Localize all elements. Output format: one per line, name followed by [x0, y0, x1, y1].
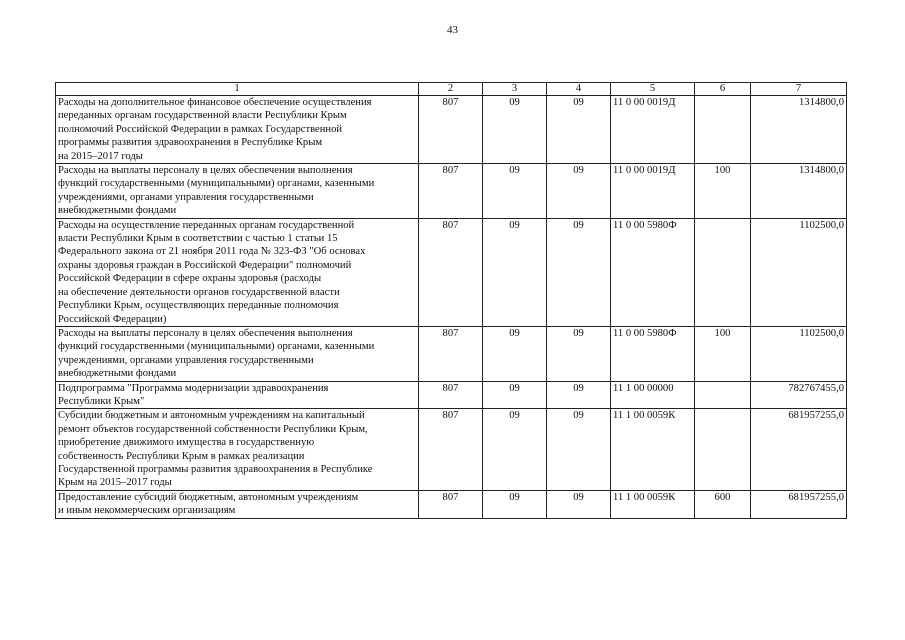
table-row	[56, 490, 847, 518]
subsection-code: 09	[547, 490, 611, 518]
expense-type-code: 100	[695, 326, 751, 381]
table-row	[56, 326, 847, 381]
subsection-code: 09	[547, 409, 611, 490]
expense-name: Предоставление субсидий бюджетным, автономным учреждениям и иным некоммерческим организациям	[56, 490, 419, 518]
amount: 782767455,0	[751, 381, 847, 409]
ministry-code: 807	[419, 326, 483, 381]
target-article-code: 11 0 00 0019Д	[611, 96, 695, 164]
ministry-code: 807	[419, 409, 483, 490]
ministry-code: 807	[419, 164, 483, 219]
ministry-code: 807	[419, 218, 483, 326]
subsection-code: 09	[547, 218, 611, 326]
target-article-code: 11 0 00 0019Д	[611, 164, 695, 219]
ministry-code: 807	[419, 96, 483, 164]
table-row	[56, 409, 847, 490]
expense-name: Расходы на осуществление переданных органам государственной власти Республики Крым в соответствии с частью 1 статьи 15 Федерального закона от 21 ноября 2011 года № 323-ФЗ "Об основах охраны здоровья граждан в Российской Федерации" полномочий Российской Федерации в сфере охраны здоровья (расходы на обеспечение деятельности органов государственной власти Республики Крым, осуществляющих переданные полномочия Российской Федерации)	[56, 218, 419, 326]
header-cell-7: 7	[751, 83, 847, 96]
target-article-code: 11 1 00 0059К	[611, 409, 695, 490]
table-row	[56, 164, 847, 219]
amount: 681957255,0	[751, 490, 847, 518]
section-code: 09	[483, 326, 547, 381]
target-article-code: 11 0 00 5980Ф	[611, 218, 695, 326]
section-code: 09	[483, 490, 547, 518]
page-number: 43	[447, 24, 458, 36]
expense-type-code	[695, 96, 751, 164]
expense-type-code: 100	[695, 164, 751, 219]
header-cell-4: 4	[547, 83, 611, 96]
target-article-code: 11 0 00 5980Ф	[611, 326, 695, 381]
amount: 681957255,0	[751, 409, 847, 490]
amount: 1102500,0	[751, 326, 847, 381]
table-row	[56, 218, 847, 326]
subsection-code: 09	[547, 96, 611, 164]
header-cell-5: 5	[611, 83, 695, 96]
section-code: 09	[483, 381, 547, 409]
header-cell-3: 3	[483, 83, 547, 96]
expense-type-code	[695, 409, 751, 490]
target-article-code: 11 1 00 0059К	[611, 490, 695, 518]
subsection-code: 09	[547, 164, 611, 219]
section-code: 09	[483, 218, 547, 326]
ministry-code: 807	[419, 490, 483, 518]
expense-name: Расходы на выплаты персоналу в целях обеспечения выполнения функций государственными (муниципальными) органами, казенными учреждениями, органами управления государственными внебюджетными фондами	[56, 164, 419, 219]
budget-table	[55, 82, 847, 519]
table-row	[56, 381, 847, 409]
header-cell-6: 6	[695, 83, 751, 96]
ministry-code: 807	[419, 381, 483, 409]
subsection-code: 09	[547, 381, 611, 409]
section-code: 09	[483, 164, 547, 219]
expense-name: Расходы на выплаты персоналу в целях обеспечения выполнения функций государственными (муниципальными) органами, казенными учреждениями, органами управления государственными внебюджетными фондами	[56, 326, 419, 381]
expense-type-code	[695, 218, 751, 326]
target-article-code: 11 1 00 00000	[611, 381, 695, 409]
expense-name: Расходы на дополнительное финансовое обеспечение осуществления переданных органам государственной власти Республики Крым полномочий Российской Федерации в рамках Государственной программы развития здравоохранения в Республике Крым на 2015–2017 годы	[56, 96, 419, 164]
amount: 1314800,0	[751, 96, 847, 164]
expense-type-code	[695, 381, 751, 409]
amount: 1314800,0	[751, 164, 847, 219]
expense-name: Подпрограмма "Программа модернизации здравоохранения Республики Крым"	[56, 381, 419, 409]
subsection-code: 09	[547, 326, 611, 381]
amount: 1102500,0	[751, 218, 847, 326]
expense-name: Субсидии бюджетным и автономным учреждениям на капитальный ремонт объектов государственной собственности Республики Крым, приобретение движимого имущества в государственную собственность Республики Крым в рамках реализации Государственной программы развития здравоохранения в Республике Крым на 2015–2017 годы	[56, 409, 419, 490]
header-cell-1: 1	[56, 83, 419, 96]
header-cell-2: 2	[419, 83, 483, 96]
section-code: 09	[483, 409, 547, 490]
table-row	[56, 96, 847, 164]
section-code: 09	[483, 96, 547, 164]
expense-type-code: 600	[695, 490, 751, 518]
header-row	[56, 83, 847, 96]
